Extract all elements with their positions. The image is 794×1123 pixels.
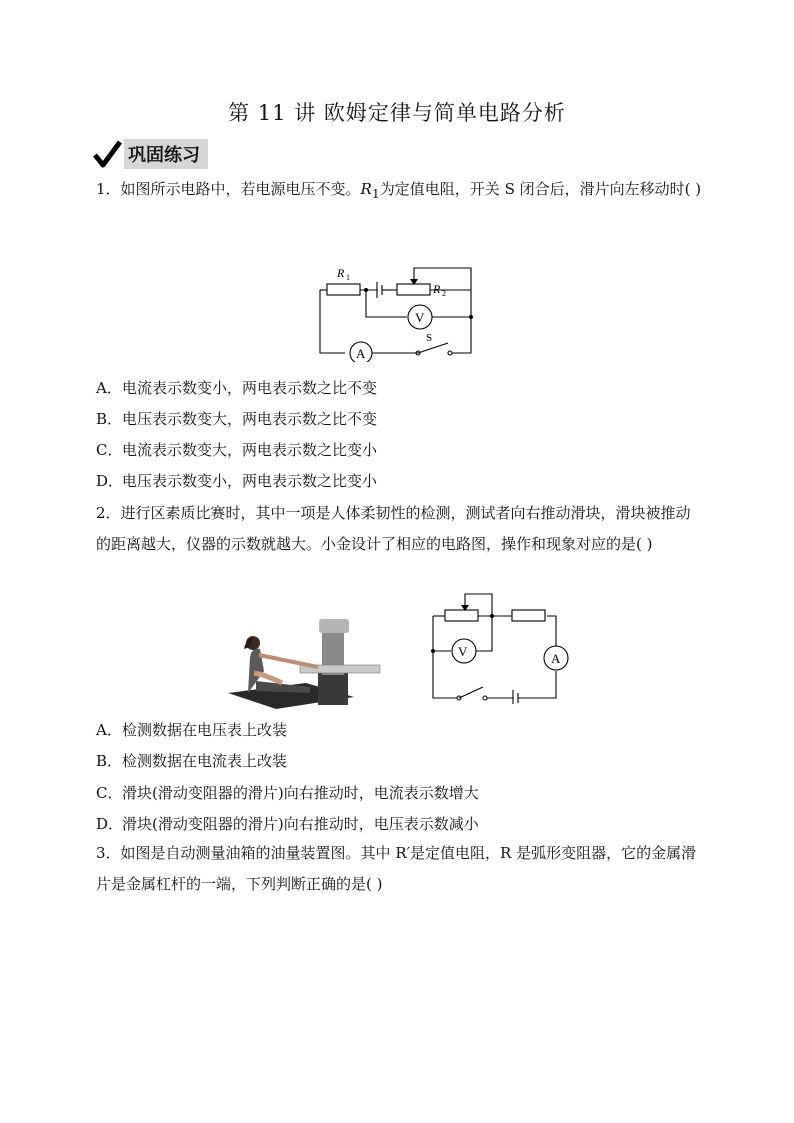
option-letter: D． [96,472,124,490]
q1-option-b [96,408,377,430]
section-label: 巩固练习 [124,139,208,169]
r1-subscript: 1 [371,186,380,201]
question-3-stem: 3．如图是自动测量油箱的油量装置图。其中 R′是定值电阻，R 是弧形变阻器，它的金属滑片是金属杠杆的一端，下列判断正确的是( ) [96,844,697,893]
flexibility-test-photo [226,613,382,711]
switch-label: S [426,332,433,344]
question-2-stem: 2．进行区素质比赛时，其中一项是人体柔韧性的检测，测试者向右推动滑块，滑块被推动的距离越大，仪器的示数就越大。小金设计了相应的电路图，操作和现象对应的是( ) [96,504,691,553]
voltmeter-label: V [415,310,425,325]
r1-label: R [337,266,345,280]
option-text: 电流表示数变小，两电表示数之比不变 [122,379,378,397]
voltmeter-label: V [458,644,468,659]
r1-label-sub: 1 [346,273,350,282]
r1-symbol: R [360,180,372,198]
option-letter: A． [96,721,122,739]
q1-option-a [96,377,377,399]
r2-label-sub: 2 [442,289,446,298]
checkmark-icon [92,140,122,168]
ammeter-label: A [356,346,366,361]
r2-label: R [433,282,441,296]
page-title: 第 11 讲 欧姆定律与简单电路分析 [228,101,566,125]
option-letter: B． [96,752,123,770]
q2-option-c [96,782,479,804]
q1-stem-part2: 为定值电阻，开关 S 闭合后，滑片向左移动时( ) [379,180,702,198]
circuit-diagram-1 [315,260,480,362]
option-letter: C． [96,441,123,459]
option-text: 电流表示数变大，两电表示数之比变小 [122,441,378,459]
q2-option-b [96,750,287,772]
section-header [92,140,208,168]
option-text: 检测数据在电压表上改装 [122,721,288,739]
q2-option-d [96,813,479,835]
option-text: 检测数据在电流表上改装 [122,752,288,770]
q2-option-a [96,719,287,741]
option-letter: C． [96,784,123,802]
option-letter: A． [96,379,122,397]
option-text: 电压表示数变大，两电表示数之比不变 [122,410,378,428]
option-letter: D． [96,815,124,833]
question-1-stem [96,174,702,209]
q1-option-d [96,470,377,492]
q1-stem-part1: 1．如图所示电路中，若电源电压不变。 [96,180,361,198]
circuit-diagram-2 [425,586,575,704]
ammeter-label: A [551,651,561,666]
option-text: 滑块(滑动变阻器的滑片)向右推动时，电流表示数增大 [122,784,479,802]
q1-option-c [96,439,377,461]
option-letter: B． [96,410,123,428]
option-text: 电压表示数变小，两电表示数之比变小 [122,472,378,490]
option-text: 滑块(滑动变阻器的滑片)向右推动时，电压表示数减小 [122,815,479,833]
